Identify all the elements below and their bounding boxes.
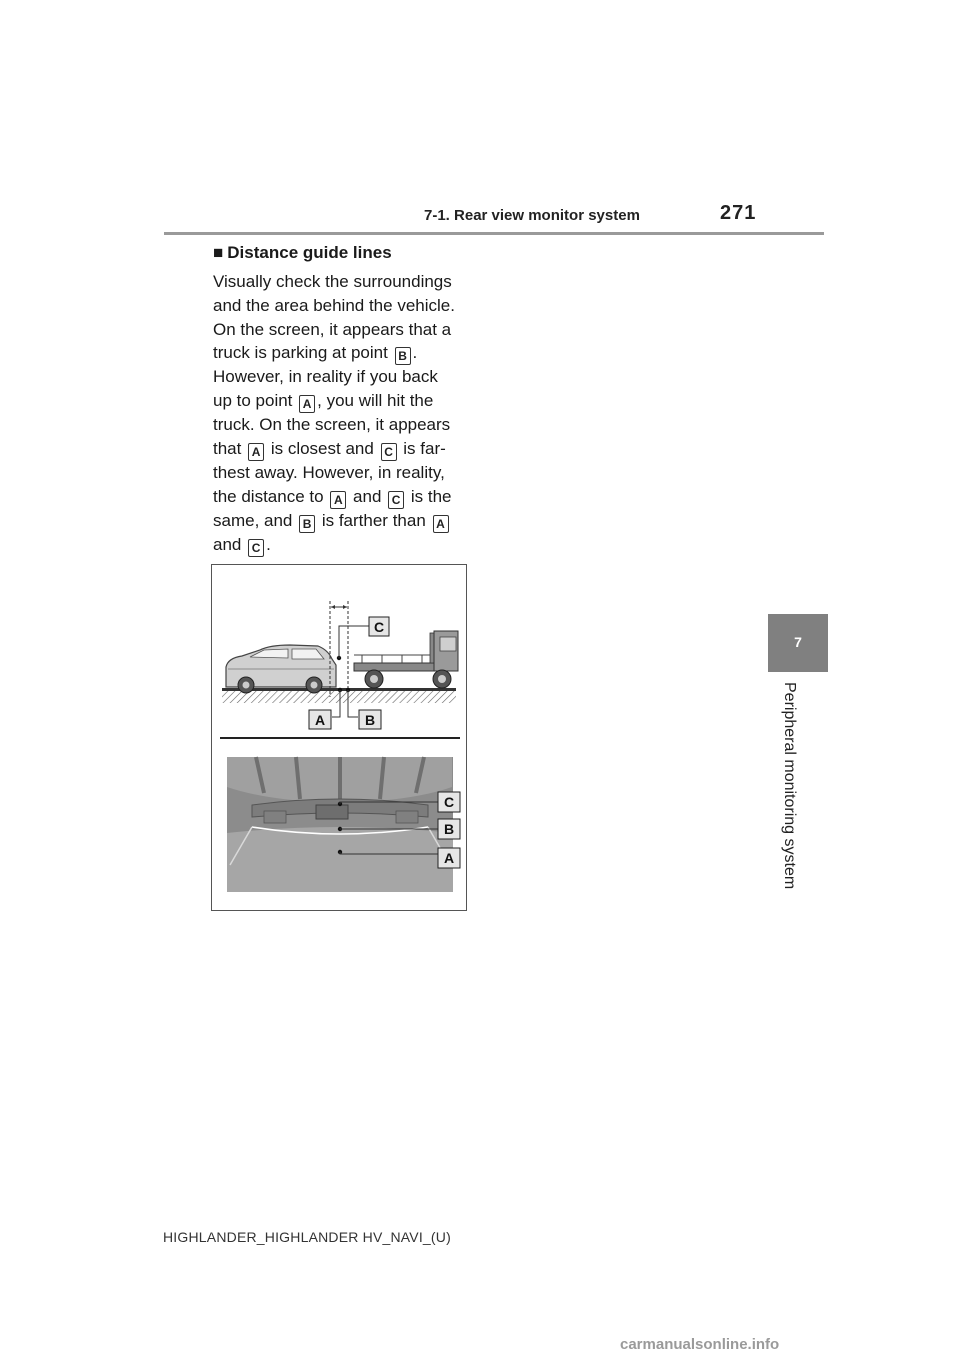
body-line [213, 533, 483, 557]
ground-hatch [222, 691, 456, 703]
section-title: 7-1. Rear view monitor system [424, 207, 640, 224]
body-text-run: . [412, 343, 418, 363]
camera-label-a: A [443, 850, 455, 866]
body-text-run: is far- [398, 438, 446, 458]
body-text-run: However, in reality if you back [213, 367, 438, 387]
body-line [213, 318, 483, 342]
body-text-run: and [213, 534, 247, 554]
body-line [213, 341, 483, 365]
chapter-tab[interactable] [768, 614, 828, 672]
camera-view [227, 757, 460, 892]
body-text-run: that [213, 438, 247, 458]
body-line [213, 365, 483, 389]
body-text-run: thest away. However, in reality, [213, 462, 445, 482]
body-text-run: the distance to [213, 486, 329, 506]
body-text-run: up to point [213, 391, 298, 411]
page-number: 271 [720, 202, 757, 224]
point-ref-a: A [299, 395, 315, 413]
truck-icon [354, 631, 458, 688]
body-text-run: and [348, 486, 387, 506]
point-ref-a: A [248, 443, 264, 461]
body-line [213, 413, 483, 437]
heading-square-marker: ■ [213, 243, 224, 262]
body-line [213, 437, 483, 461]
camera-label-b: B [443, 821, 455, 837]
point-ref-c: C [381, 443, 397, 461]
body-line [213, 509, 483, 533]
body-text-run: truck. On the screen, it appears [213, 415, 451, 435]
distance-guide-figure [211, 564, 467, 911]
chapter-title: Peripheral monitoring system [781, 682, 798, 890]
body-text-run: is farther than [317, 510, 431, 530]
watermark-text: carmanualsonline.info [620, 1336, 780, 1353]
body-line [213, 389, 483, 413]
point-ref-b: B [395, 347, 411, 365]
section-heading [213, 243, 392, 263]
body-text-run: Visually check the surroundings [213, 272, 452, 291]
body-text-run: . [266, 534, 271, 554]
body-text-run: truck is parking at point [213, 343, 393, 363]
body-text-run: and the area behind the vehicle. [213, 295, 455, 315]
body-text-run: is the [406, 486, 452, 506]
point-ref-a: A [330, 491, 346, 509]
side-label-a: A [314, 712, 326, 728]
body-text-run: , you will hit the [317, 391, 434, 411]
body-paragraph [213, 270, 483, 557]
point-ref-c: C [388, 491, 404, 509]
side-label-b: B [364, 712, 376, 728]
header-divider [164, 232, 824, 235]
side-view [222, 601, 458, 729]
chapter-number: 7 [794, 634, 802, 650]
point-ref-c: C [248, 539, 264, 557]
body-text-run: same, and [213, 510, 298, 530]
heading-text: Distance guide lines [227, 243, 392, 262]
body-line [213, 270, 483, 294]
body-text-run: On the screen, it appears that a [213, 319, 452, 339]
point-ref-b: B [299, 515, 315, 533]
body-line [213, 485, 483, 509]
body-text-run: is closest and [266, 438, 379, 458]
figure-illustration [212, 565, 466, 910]
suv-icon [226, 645, 336, 693]
footer-model: HIGHLANDER_HIGHLANDER HV_NAVI_(U) [163, 1229, 451, 1245]
camera-label-c: C [443, 794, 455, 810]
side-label-c: C [373, 619, 385, 635]
body-line [213, 461, 483, 485]
body-line [213, 294, 483, 318]
point-ref-a: A [433, 515, 449, 533]
